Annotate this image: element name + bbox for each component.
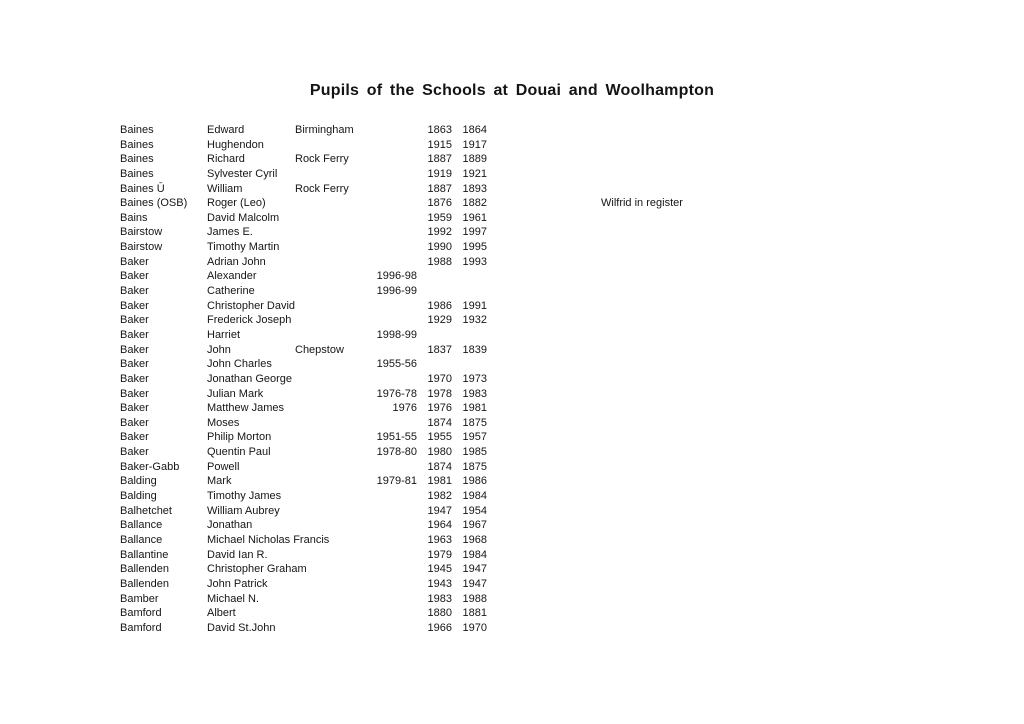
table-row	[0, 196, 1024, 211]
forename-cell: Frederick Joseph	[207, 314, 292, 327]
table-row	[0, 284, 1024, 299]
year-from-cell: 1976	[427, 402, 452, 415]
year-to-cell: 1970	[462, 621, 487, 634]
year-from-cell: 1876	[427, 197, 452, 210]
year-from-cell: 1863	[427, 124, 452, 136]
year-to-cell: 1997	[462, 226, 487, 239]
forename-cell: Jonathan George	[207, 372, 293, 385]
year-to-cell: 1984	[462, 548, 487, 561]
forename-cell: Hughendon	[207, 138, 264, 151]
table-row	[0, 167, 1024, 182]
forename-cell: Michael Nicholas Francis	[207, 533, 330, 546]
surname-cell: Ballance	[120, 533, 163, 546]
year-from-cell: 1874	[427, 460, 452, 473]
year-from-cell: 1943	[427, 577, 452, 590]
year-from-cell: 1945	[427, 563, 452, 576]
year-from-cell: 1887	[427, 153, 452, 166]
attended-cell: 1955-56	[376, 358, 417, 371]
forename-cell: Quentin Paul	[207, 446, 271, 459]
attended-cell: 1976	[392, 402, 417, 415]
forename-cell: John	[207, 343, 231, 356]
forename-cell: Sylvester Cyril	[207, 167, 278, 180]
forename-cell: David St.John	[207, 621, 276, 634]
surname-cell: Baines Ū	[120, 182, 165, 195]
table-row	[0, 313, 1024, 328]
attended-cell: 1976-78	[376, 387, 417, 400]
surname-cell: Baker	[120, 270, 149, 283]
year-to-cell: 1932	[462, 314, 487, 327]
year-to-cell: 1954	[462, 504, 487, 517]
table-row	[0, 445, 1024, 460]
table-row	[0, 577, 1024, 592]
surname-cell: Baker	[120, 328, 149, 341]
table-row	[0, 269, 1024, 284]
surname-cell: Baker	[120, 372, 149, 385]
year-to-cell: 1986	[462, 475, 487, 488]
surname-cell: Baines (OSB)	[120, 197, 188, 210]
note-cell: Wilfrid in register	[601, 197, 683, 210]
forename-cell: John Charles	[207, 358, 272, 371]
year-from-cell: 1959	[427, 211, 452, 224]
year-from-cell: 1963	[427, 533, 452, 546]
attended-cell: 1998-99	[376, 328, 417, 341]
year-to-cell: 1983	[462, 387, 487, 400]
year-to-cell: 1947	[462, 563, 487, 576]
year-from-cell: 1966	[427, 621, 452, 634]
forename-cell: Edward	[207, 124, 245, 136]
forename-cell: Powell	[207, 460, 240, 473]
surname-cell: Balding	[120, 475, 157, 488]
year-to-cell: 1893	[462, 182, 487, 195]
forename-cell: Alexander	[207, 270, 257, 283]
surname-cell: Bamber	[120, 592, 159, 605]
surname-cell: Ballantine	[120, 548, 169, 561]
surname-cell: Baker	[120, 343, 149, 356]
year-from-cell: 1947	[427, 504, 452, 517]
year-from-cell: 1919	[427, 167, 452, 180]
year-to-cell: 1968	[462, 533, 487, 546]
surname-cell: Bamford	[120, 621, 162, 634]
attended-cell: 1978-80	[376, 446, 417, 459]
forename-cell: David Malcolm	[207, 211, 280, 224]
table-row	[0, 211, 1024, 226]
year-from-cell: 1874	[427, 416, 452, 429]
table-row	[0, 621, 1024, 636]
year-to-cell: 1981	[462, 402, 487, 415]
surname-cell: Baker	[120, 314, 149, 327]
surname-cell: Bairstow	[120, 241, 163, 254]
forename-cell: Adrian John	[207, 255, 266, 268]
surname-cell: Bamford	[120, 607, 162, 620]
surname-cell: Bairstow	[120, 226, 163, 239]
surname-cell: Baker	[120, 431, 149, 444]
forename-cell: Harriet	[207, 328, 241, 341]
forename-cell: William Aubrey	[207, 504, 280, 517]
forename-cell: Moses	[207, 416, 240, 429]
table-row	[0, 255, 1024, 270]
surname-cell: Baines	[120, 124, 154, 136]
table-row	[0, 474, 1024, 489]
year-to-cell: 1917	[462, 138, 487, 151]
surname-cell: Baker	[120, 446, 149, 459]
year-to-cell: 1882	[462, 197, 487, 210]
forename-cell: Albert	[207, 607, 236, 620]
year-from-cell: 1915	[427, 138, 452, 151]
forename-cell: Richard	[207, 153, 245, 166]
year-from-cell: 1992	[427, 226, 452, 239]
surname-cell: Baker	[120, 285, 149, 298]
forename-cell: Timothy James	[207, 490, 282, 503]
forename-cell: John Patrick	[207, 577, 268, 590]
attended-cell: 1979-81	[376, 475, 417, 488]
attended-cell: 1996-98	[376, 270, 417, 283]
table-row	[0, 562, 1024, 577]
place-cell: Rock Ferry	[295, 182, 349, 195]
year-to-cell: 1985	[462, 446, 487, 459]
pupils-table	[0, 123, 1024, 635]
year-from-cell: 1887	[427, 182, 452, 195]
table-row	[0, 401, 1024, 416]
surname-cell: Baker	[120, 299, 149, 312]
year-to-cell: 1875	[462, 460, 487, 473]
year-to-cell: 1993	[462, 255, 487, 268]
year-from-cell: 1955	[427, 431, 452, 444]
forename-cell: Matthew James	[207, 402, 285, 415]
table-row	[0, 416, 1024, 431]
table-row	[0, 299, 1024, 314]
table-row	[0, 343, 1024, 358]
page-title: Pupils of the Schools at Douai and Woolhampton	[309, 82, 715, 99]
table-row	[0, 372, 1024, 387]
forename-cell: Catherine	[207, 285, 255, 298]
table-row	[0, 518, 1024, 533]
year-from-cell: 1981	[427, 475, 452, 488]
surname-cell: Baker	[120, 402, 149, 415]
year-from-cell: 1986	[427, 299, 452, 312]
year-to-cell: 1961	[462, 211, 487, 224]
table-row	[0, 548, 1024, 563]
surname-cell: Ballenden	[120, 563, 169, 576]
surname-cell: Baker	[120, 387, 149, 400]
year-from-cell: 1978	[427, 387, 452, 400]
table-row	[0, 152, 1024, 167]
year-to-cell: 1984	[462, 490, 487, 503]
year-to-cell: 1995	[462, 241, 487, 254]
table-row	[0, 225, 1024, 240]
year-to-cell: 1991	[462, 299, 487, 312]
table-row	[0, 357, 1024, 372]
surname-cell: Baker	[120, 255, 149, 268]
year-to-cell: 1947	[462, 577, 487, 590]
forename-cell: Christopher David	[207, 299, 296, 312]
table-row	[0, 182, 1024, 197]
year-to-cell: 1839	[462, 343, 487, 356]
table-row	[0, 123, 1024, 138]
year-from-cell: 1970	[427, 372, 452, 385]
table-row	[0, 533, 1024, 548]
year-to-cell: 1957	[462, 431, 487, 444]
surname-cell: Baker	[120, 358, 149, 371]
year-to-cell: 1881	[462, 607, 487, 620]
place-cell: Rock Ferry	[295, 153, 349, 166]
surname-cell: Baker	[120, 416, 149, 429]
forename-cell: David Ian R.	[207, 548, 268, 561]
table-row	[0, 430, 1024, 445]
year-to-cell: 1889	[462, 153, 487, 166]
surname-cell: Baker-Gabb	[120, 460, 180, 473]
place-cell: Birmingham	[295, 124, 354, 136]
table-row	[0, 606, 1024, 621]
year-to-cell: 1967	[462, 519, 487, 532]
table-row	[0, 504, 1024, 519]
surname-cell: Baines	[120, 167, 154, 180]
table-row	[0, 592, 1024, 607]
attended-cell: 1951-55	[376, 431, 417, 444]
forename-cell: Roger (Leo)	[207, 197, 266, 210]
table-row	[0, 328, 1024, 343]
year-from-cell: 1837	[427, 343, 452, 356]
forename-cell: James E.	[207, 226, 253, 239]
forename-cell: Christopher Graham	[207, 563, 307, 576]
surname-cell: Baines	[120, 153, 154, 166]
surname-cell: Baines	[120, 138, 154, 151]
year-from-cell: 1979	[427, 548, 452, 561]
place-cell: Chepstow	[295, 343, 344, 356]
table-row	[0, 460, 1024, 475]
table-row	[0, 387, 1024, 402]
surname-cell: Balhetchet	[120, 504, 172, 517]
year-from-cell: 1929	[427, 314, 452, 327]
year-from-cell: 1982	[427, 490, 452, 503]
year-from-cell: 1988	[427, 255, 452, 268]
table-row	[0, 240, 1024, 255]
table-row	[0, 138, 1024, 153]
year-from-cell: 1880	[427, 607, 452, 620]
forename-cell: Michael N.	[207, 592, 259, 605]
forename-cell: Jonathan	[207, 519, 253, 532]
year-from-cell: 1980	[427, 446, 452, 459]
forename-cell: Philip Morton	[207, 431, 272, 444]
year-to-cell: 1875	[462, 416, 487, 429]
surname-cell: Ballance	[120, 519, 163, 532]
forename-cell: Mark	[207, 475, 232, 488]
year-from-cell: 1964	[427, 519, 452, 532]
table-row	[0, 489, 1024, 504]
year-to-cell: 1973	[462, 372, 487, 385]
year-from-cell: 1990	[427, 241, 452, 254]
surname-cell: Bains	[120, 211, 148, 224]
surname-cell: Balding	[120, 490, 157, 503]
year-to-cell: 1864	[462, 124, 487, 136]
year-to-cell: 1988	[462, 592, 487, 605]
forename-cell: William	[207, 182, 243, 195]
year-from-cell: 1983	[427, 592, 452, 605]
surname-cell: Ballenden	[120, 577, 169, 590]
forename-cell: Timothy Martin	[207, 241, 280, 254]
year-to-cell: 1921	[462, 167, 487, 180]
forename-cell: Julian Mark	[207, 387, 264, 400]
attended-cell: 1996-99	[376, 285, 417, 298]
